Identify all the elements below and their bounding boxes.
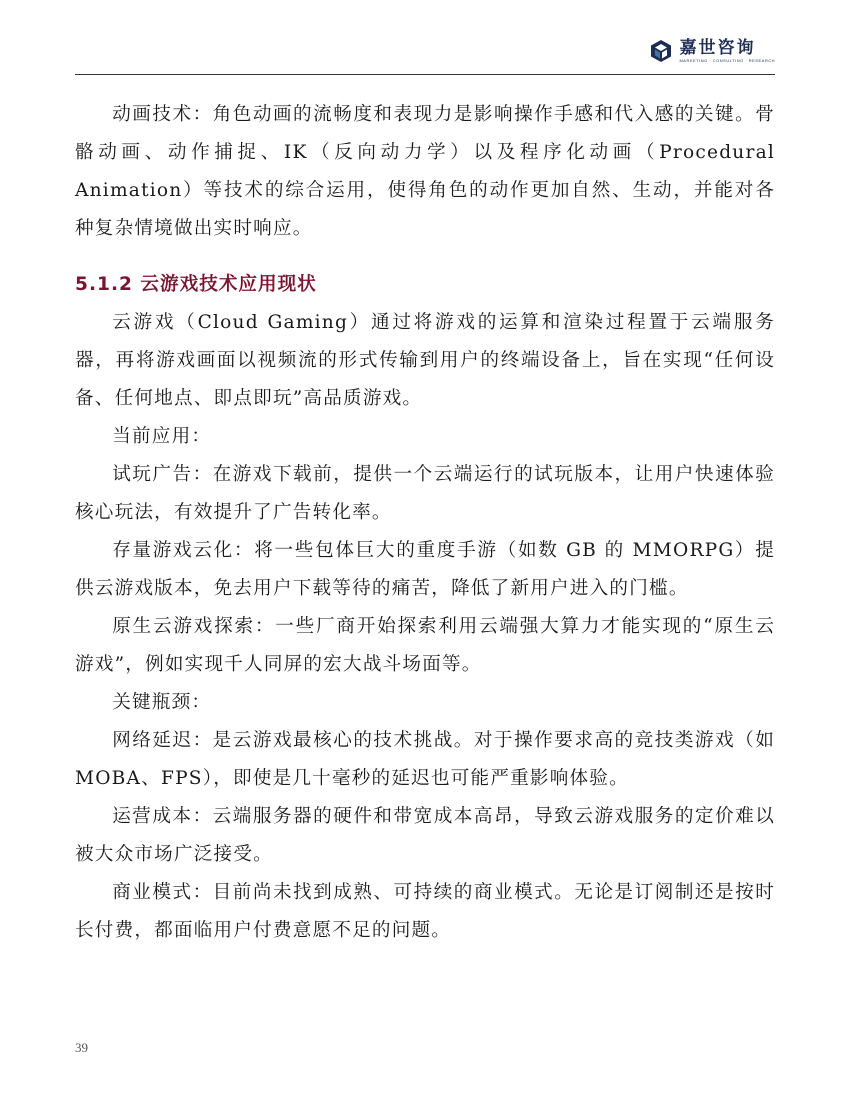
paragraph-business-model: 商业模式：目前尚未找到成熟、可持续的商业模式。无论是订阅制还是按时长付费，都面临用户付费意愿不足的问题。 <box>75 882 775 941</box>
document-body <box>75 96 775 950</box>
paragraph-network-latency: 网络延迟：是云游戏最核心的技术挑战。对于操作要求高的竞技类游戏（如 MOBA、FPS），即使是几十毫秒的延迟也可能严重影响体验。 <box>75 730 775 789</box>
logo-name: 嘉世咨询 <box>679 38 756 58</box>
paragraph-key-bottlenecks-label: 关键瓶颈： <box>112 692 212 713</box>
paragraph-operating-cost: 运营成本：云端服务器的硬件和带宽成本高昂，导致云游戏服务的定价难以被大众市场广泛接受。 <box>75 806 775 865</box>
page-number: 39 <box>75 1040 88 1055</box>
paragraph-legacy-cloudification: 存量游戏云化：将一些包体巨大的重度手游（如数 GB 的 MMORPG）提供云游戏版本，免去用户下载等待的痛苦，降低了新用户进入的门槛。 <box>75 540 775 599</box>
paragraph-trial-ads: 试玩广告：在游戏下载前，提供一个云端运行的试玩版本，让用户快速体验核心玩法，有效提升了广告转化率。 <box>75 464 775 523</box>
page-header <box>75 30 775 75</box>
company-logo <box>649 36 775 66</box>
paragraph-current-applications-label: 当前应用： <box>112 426 212 447</box>
logo-mark-icon <box>649 39 673 63</box>
section-gap <box>75 248 775 266</box>
logo-tagline: MARKETING · CONSULTING · RESEARCH <box>679 58 775 63</box>
paragraph-native-cloud-games: 原生云游戏探索：一些厂商开始探索利用云端强大算力才能实现的“原生云游戏”，例如实现千人同屏的宏大战斗场面等。 <box>75 616 775 675</box>
section-heading: 5.1.2 云游戏技术应用现状 <box>75 274 317 295</box>
paragraph-animation-tech: 动画技术：角色动画的流畅度和表现力是影响操作手感和代入感的关键。骨骼动画、动作捕捉、IK（反向动力学）以及程序化动画（Procedural Animation）等技术的综合运用，使得角色的动作更加自然、生动，并能对各种复杂情境做出实时响应。 <box>75 104 775 239</box>
paragraph-cloud-gaming-intro: 云游戏（Cloud Gaming）通过将游戏的运算和渲染过程置于云端服务器，再将游戏画面以视频流的形式传输到用户的终端设备上，旨在实现“任何设备、任何地点、即点即玩”高品质游戏。 <box>75 312 775 409</box>
